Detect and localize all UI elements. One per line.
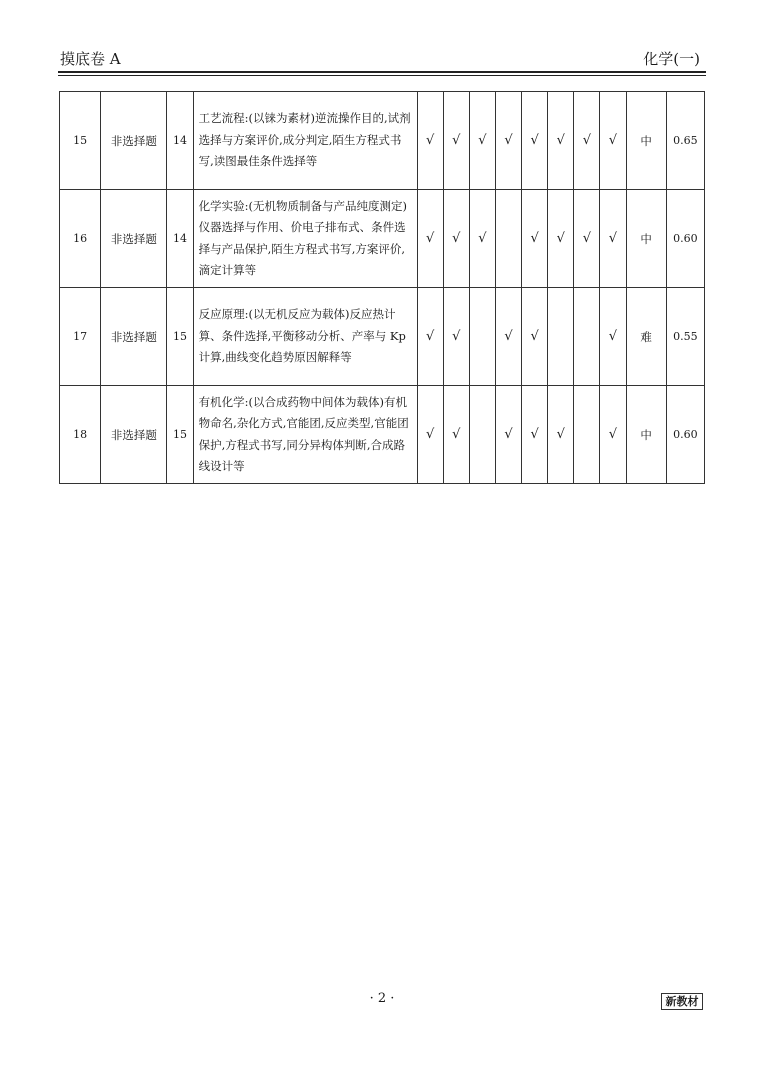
- header-rule: [58, 71, 706, 73]
- question-description: 反应原理:(以无机反应为载体)反应热计算、条件选择,平衡移动分析、产率与 Kp 计算,曲线变化趋势原因解释等: [193, 288, 417, 386]
- check-mark-cell: √: [443, 386, 469, 484]
- check-mark-cell: √: [495, 288, 521, 386]
- header-title-left: 摸底卷 A: [60, 50, 121, 68]
- check-mark-cell: √: [574, 92, 600, 190]
- check-mark-cell: [469, 288, 495, 386]
- check-mark-cell: √: [443, 92, 469, 190]
- question-type: 非选择题: [101, 288, 167, 386]
- difficulty-level: 中: [626, 190, 666, 288]
- question-score: 14: [167, 92, 193, 190]
- check-mark-cell: √: [495, 386, 521, 484]
- table-row: [60, 288, 705, 386]
- check-mark-cell: √: [522, 190, 548, 288]
- check-mark-cell: [495, 190, 521, 288]
- check-mark-cell: √: [600, 288, 626, 386]
- difficulty-value: 0.55: [666, 288, 704, 386]
- check-mark-cell: √: [548, 386, 574, 484]
- question-number: 18: [60, 386, 101, 484]
- check-mark-cell: √: [417, 92, 443, 190]
- check-mark-cell: [548, 288, 574, 386]
- header-rule-thin: [58, 75, 706, 76]
- check-mark-cell: √: [469, 92, 495, 190]
- table-row: [60, 386, 705, 484]
- check-mark-cell: √: [495, 92, 521, 190]
- check-mark-cell: √: [522, 92, 548, 190]
- check-mark-cell: √: [600, 190, 626, 288]
- question-type: 非选择题: [101, 386, 167, 484]
- table-row: [60, 92, 705, 190]
- question-number: 16: [60, 190, 101, 288]
- check-mark-cell: √: [417, 190, 443, 288]
- difficulty-value: 0.60: [666, 190, 704, 288]
- page-number: · 2 ·: [369, 991, 395, 1006]
- check-mark-cell: √: [443, 190, 469, 288]
- difficulty-level: 中: [626, 386, 666, 484]
- check-mark-cell: √: [417, 288, 443, 386]
- check-mark-cell: √: [600, 92, 626, 190]
- question-type: 非选择题: [101, 92, 167, 190]
- check-mark-cell: √: [522, 288, 548, 386]
- header-title-right: 化学(一): [643, 50, 700, 68]
- difficulty-level: 中: [626, 92, 666, 190]
- question-number: 17: [60, 288, 101, 386]
- question-description: 化学实验:(无机物质制备与产品纯度测定)仪器选择与作用、价电子排布式、条件选择与产品保护,陌生方程式书写,方案评价,滴定计算等: [193, 190, 417, 288]
- difficulty-value: 0.60: [666, 386, 704, 484]
- question-number: 15: [60, 92, 101, 190]
- question-score: 15: [167, 288, 193, 386]
- check-mark-cell: √: [469, 190, 495, 288]
- question-description: 工艺流程:(以铼为素材)逆流操作目的,试剂选择与方案评价,成分判定,陌生方程式书写,读图最佳条件选择等: [193, 92, 417, 190]
- question-score: 15: [167, 386, 193, 484]
- check-mark-cell: [469, 386, 495, 484]
- difficulty-value: 0.65: [666, 92, 704, 190]
- check-mark-cell: √: [600, 386, 626, 484]
- check-mark-cell: √: [522, 386, 548, 484]
- check-mark-cell: √: [574, 190, 600, 288]
- difficulty-level: 难: [626, 288, 666, 386]
- check-mark-cell: √: [417, 386, 443, 484]
- check-mark-cell: [574, 288, 600, 386]
- check-mark-cell: [574, 386, 600, 484]
- check-mark-cell: √: [548, 92, 574, 190]
- new-textbook-badge: 新教材: [661, 993, 703, 1010]
- check-mark-cell: √: [548, 190, 574, 288]
- check-mark-cell: √: [443, 288, 469, 386]
- question-analysis-table: [59, 91, 705, 484]
- question-type: 非选择题: [101, 190, 167, 288]
- question-description: 有机化学:(以合成药物中间体为载体)有机物命名,杂化方式,官能团,反应类型,官能团保护,方程式书写,同分异构体判断,合成路线设计等: [193, 386, 417, 484]
- question-score: 14: [167, 190, 193, 288]
- table-row: [60, 190, 705, 288]
